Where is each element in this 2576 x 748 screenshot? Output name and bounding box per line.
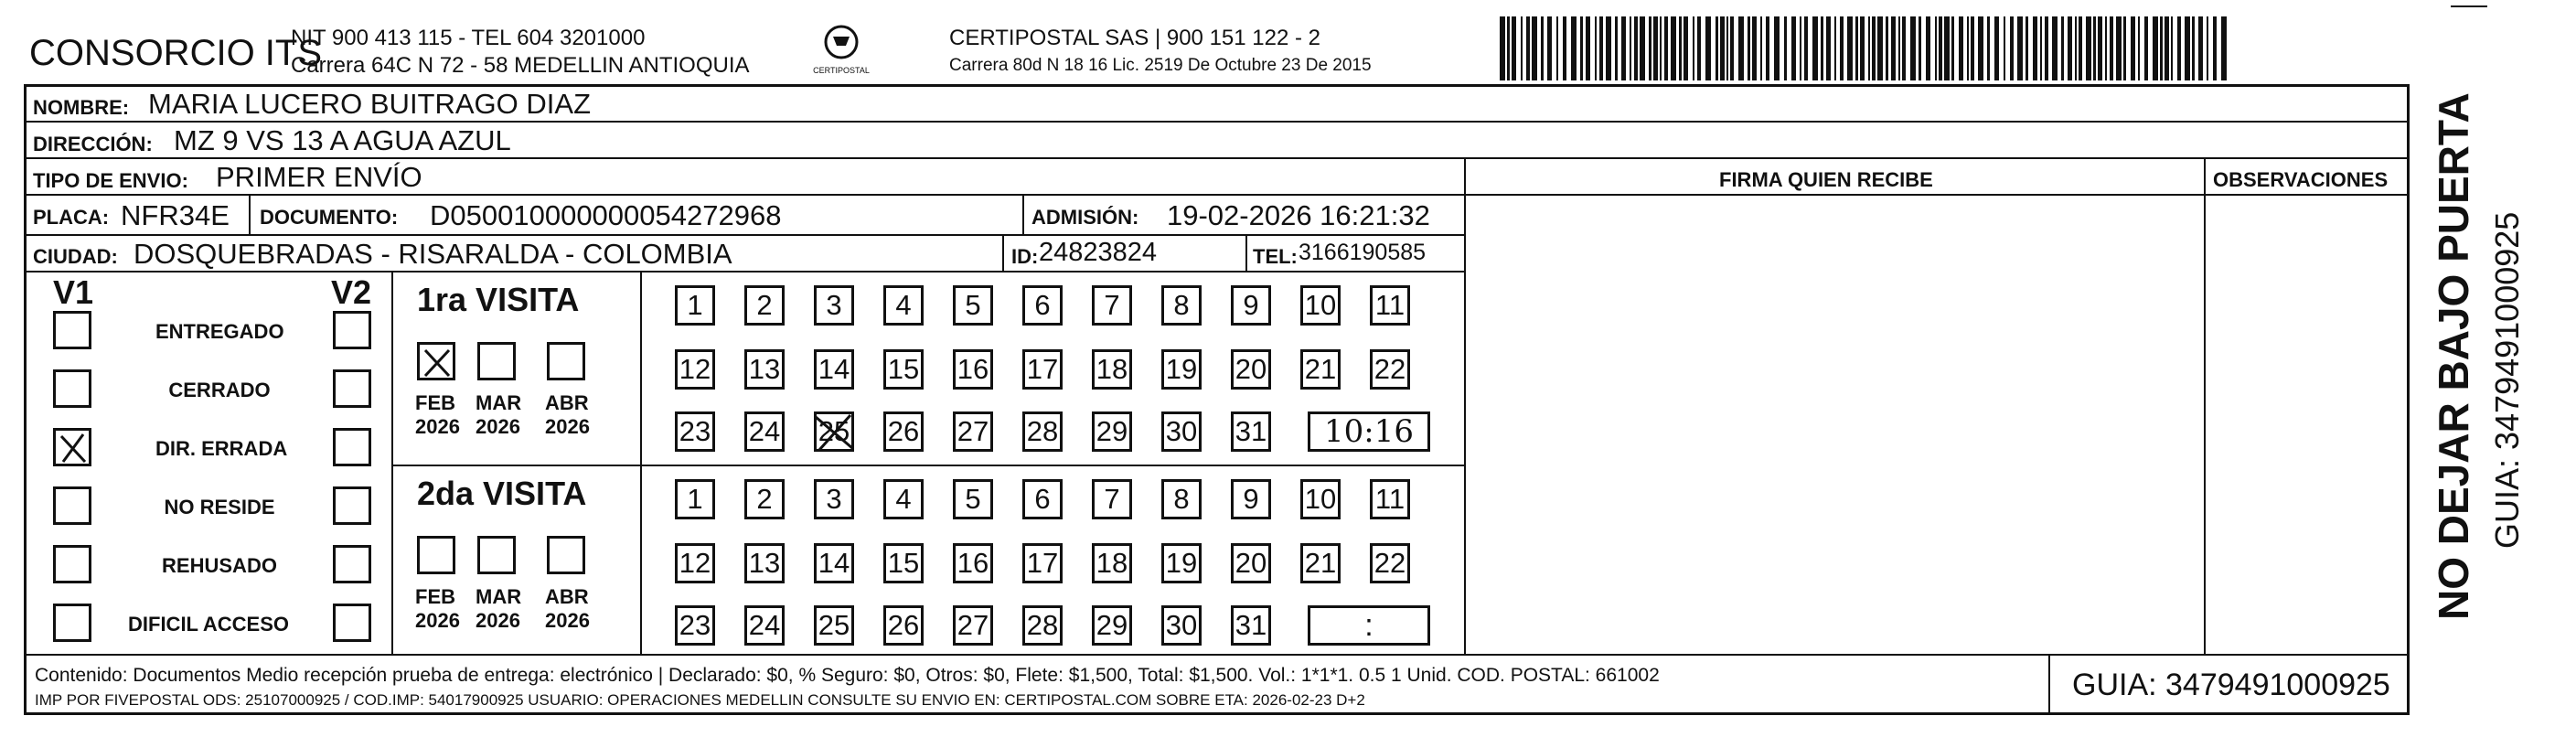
month-label: FEB 2026 (415, 391, 460, 439)
month-label: FEB 2026 (415, 585, 460, 633)
day-box[interactable]: 5 (953, 479, 993, 519)
admision-value: 19-02-2026 16:21:32 (1167, 199, 1430, 231)
day-box[interactable]: 13 (744, 543, 785, 583)
day-box[interactable]: 7 (1092, 479, 1132, 519)
month-label: ABR 2026 (545, 391, 590, 439)
day-box[interactable]: 21 (1300, 543, 1341, 583)
admision-label: ADMISIÓN: (1031, 206, 1139, 229)
day-box[interactable]: 5 (953, 285, 993, 326)
day-mark-x-icon (814, 411, 854, 456)
day-box[interactable]: 24 (744, 411, 785, 452)
direccion-label: DIRECCIÓN: (33, 133, 153, 155)
visit-time-box[interactable]: : (1308, 605, 1430, 646)
month-checkbox[interactable] (417, 536, 455, 574)
month-checkbox[interactable] (477, 536, 516, 574)
day-box[interactable]: 29 (1092, 411, 1132, 452)
ciudad-value: DOSQUEBRADAS - RISARALDA - COLOMBIA (134, 238, 732, 270)
day-box[interactable]: 2 (744, 285, 785, 326)
firma-label: FIRMA QUIEN RECIBE (1719, 168, 1933, 191)
day-box[interactable]: 15 (883, 543, 924, 583)
day-box[interactable]: 3 (814, 479, 854, 519)
day-box[interactable]: 18 (1092, 349, 1132, 390)
day-box[interactable]: 26 (883, 411, 924, 452)
day-box[interactable]: 26 (883, 605, 924, 646)
company-address: Carrera 64C N 72 - 58 MEDELLIN ANTIOQUIA (291, 53, 750, 78)
day-box[interactable]: 23 (675, 411, 715, 452)
visit-title: 2da VISITA (417, 475, 587, 512)
day-box[interactable]: 17 (1022, 543, 1063, 583)
id-label: ID: (1011, 245, 1039, 268)
day-box[interactable]: 14 (814, 349, 854, 390)
v1-checkbox[interactable] (53, 369, 91, 408)
day-box[interactable]: 8 (1161, 479, 1202, 519)
v1-checkbox[interactable] (53, 428, 91, 466)
month-checkbox[interactable] (547, 536, 585, 574)
day-box[interactable]: 15 (883, 349, 924, 390)
nombre-value: MARIA LUCERO BUITRAGO DIAZ (148, 88, 592, 120)
direccion-value: MZ 9 VS 13 A AGUA AZUL (174, 124, 511, 156)
day-box[interactable]: 19 (1161, 349, 1202, 390)
day-box[interactable]: 16 (953, 349, 993, 390)
month-label: MAR 2026 (476, 585, 522, 633)
check-x-icon (422, 347, 453, 378)
day-box[interactable]: 19 (1161, 543, 1202, 583)
day-box[interactable]: 22 (1370, 349, 1410, 390)
status-label: CERRADO (168, 379, 271, 401)
v2-checkbox[interactable] (333, 545, 371, 583)
day-box[interactable]: 29 (1092, 605, 1132, 646)
nombre-label: NOMBRE: (33, 96, 130, 119)
day-box[interactable]: 8 (1161, 285, 1202, 326)
day-box[interactable]: 4 (883, 285, 924, 326)
carrier-address: Carrera 80d N 18 16 Lic. 2519 De Octubre 23 De 2015 (949, 56, 1372, 75)
month-label: ABR 2026 (545, 585, 590, 633)
day-box[interactable]: 28 (1022, 411, 1063, 452)
day-box[interactable]: 7 (1092, 285, 1132, 326)
v1-checkbox[interactable] (53, 486, 91, 525)
carrier-name: CERTIPOSTAL SAS | 900 151 122 - 2 (949, 26, 1320, 50)
day-box[interactable]: 6 (1022, 479, 1063, 519)
day-box[interactable]: 27 (953, 411, 993, 452)
month-label: MAR 2026 (476, 391, 522, 439)
status-label: REHUSADO (162, 554, 277, 577)
day-box[interactable]: 10 (1300, 479, 1341, 519)
day-box[interactable]: 18 (1092, 543, 1132, 583)
tel-label: TEL: (1253, 245, 1298, 268)
visit-time-box[interactable]: 10:16 (1308, 411, 1430, 452)
day-box[interactable]: 9 (1231, 479, 1271, 519)
documento-label: DOCUMENTO: (260, 206, 399, 229)
v2-checkbox[interactable] (333, 428, 371, 466)
day-box[interactable]: 20 (1231, 543, 1271, 583)
v1-checkbox[interactable] (53, 545, 91, 583)
month-checkbox[interactable] (417, 342, 455, 380)
day-box[interactable]: 23 (675, 605, 715, 646)
day-box[interactable]: 10 (1300, 285, 1341, 326)
id-value: 24823824 (1039, 238, 1158, 267)
v1-checkbox[interactable] (53, 311, 91, 349)
day-box[interactable]: 30 (1161, 605, 1202, 646)
month-checkbox[interactable] (547, 342, 585, 380)
ciudad-label: CIUDAD: (33, 245, 118, 268)
tipo-envio-value: PRIMER ENVÍO (216, 161, 422, 193)
certipostal-logo-icon (809, 22, 873, 77)
v2-checkbox[interactable] (333, 604, 371, 642)
day-box[interactable]: 3 (814, 285, 854, 326)
signature-area[interactable] (1467, 196, 2202, 653)
day-box[interactable]: 1 (675, 285, 715, 326)
day-box[interactable]: 9 (1231, 285, 1271, 326)
footer-imp: IMP POR FIVEPOSTAL ODS: 25107000925 / COD.IMP: 54017900925 USUARIO: OPERACIONES MEDELLIN CONSULTE SU ENVIO EN: CERTIPOSTAL.COM SOBRE ETA: 2026-02-23 D+2 (35, 691, 1365, 709)
day-box[interactable]: 12 (675, 543, 715, 583)
day-box[interactable]: 14 (814, 543, 854, 583)
day-box[interactable]: 12 (675, 349, 715, 390)
month-checkbox[interactable] (477, 342, 516, 380)
day-box[interactable]: 25 (814, 605, 854, 646)
documento-value: D050010000000054272968 (430, 199, 782, 231)
day-box[interactable]: 17 (1022, 349, 1063, 390)
day-box[interactable]: 30 (1161, 411, 1202, 452)
footer-contenido: Contenido: Documentos Medio recepción prueba de entrega: electrónico | Declarado: $0, % Seguro: $0, Otros: $0, Flete: $1,500, Total: $1,500. Vol.: 1*1*1. 0.5 1 Unid. COD. POSTAL: 661002 (35, 665, 1660, 686)
day-box[interactable]: 24 (744, 605, 785, 646)
v2-checkbox[interactable] (333, 311, 371, 349)
day-box[interactable]: 11 (1370, 479, 1410, 519)
barcode (1500, 13, 2231, 82)
day-box[interactable]: 6 (1022, 285, 1063, 326)
v1-label: V1 (53, 273, 94, 311)
visit-title: 1ra VISITA (417, 281, 580, 318)
check-x-icon (58, 433, 89, 464)
placa-label: PLACA: (33, 206, 110, 229)
status-label: DIR. ERRADA (155, 437, 288, 460)
observations-area[interactable] (2207, 196, 2408, 653)
day-box[interactable]: 11 (1370, 285, 1410, 326)
v2-checkbox[interactable] (333, 369, 371, 408)
day-box[interactable]: 25 (814, 411, 854, 452)
day-box[interactable]: 13 (744, 349, 785, 390)
day-box[interactable]: 31 (1231, 411, 1271, 452)
company-name: CONSORCIO ITS (29, 33, 323, 73)
side-warning: NO DEJAR BAJO PUERTA GUIA: 3479491000925 (2430, 92, 2526, 620)
day-box[interactable]: 2 (744, 479, 785, 519)
day-box[interactable]: 21 (1300, 349, 1341, 390)
v2-label: V2 (331, 273, 372, 311)
status-label: ENTREGADO (155, 320, 284, 343)
day-box[interactable]: 1 (675, 479, 715, 519)
day-box[interactable]: 20 (1231, 349, 1271, 390)
company-nit: NIT 900 413 115 - TEL 604 3201000 (291, 26, 646, 50)
status-label: NO RESIDE (164, 496, 275, 518)
day-box[interactable]: 28 (1022, 605, 1063, 646)
svg-text:CERTIPOSTAL: CERTIPOSTAL (813, 66, 870, 75)
day-box[interactable]: 22 (1370, 543, 1410, 583)
day-box[interactable]: 4 (883, 479, 924, 519)
v1-checkbox[interactable] (53, 604, 91, 642)
tipo-envio-label: TIPO DE ENVIO: (33, 169, 188, 192)
footer-guia: GUIA: 3479491000925 (2072, 668, 2390, 702)
tel-value: 3166190585 (1299, 240, 1427, 265)
placa-value: NFR34E (121, 199, 230, 231)
day-box[interactable]: 27 (953, 605, 993, 646)
v2-checkbox[interactable] (333, 486, 371, 525)
day-box[interactable]: 16 (953, 543, 993, 583)
status-label: DIFICIL ACCESO (128, 613, 290, 636)
observaciones-label: OBSERVACIONES (2213, 168, 2389, 191)
day-box[interactable]: 31 (1231, 605, 1271, 646)
